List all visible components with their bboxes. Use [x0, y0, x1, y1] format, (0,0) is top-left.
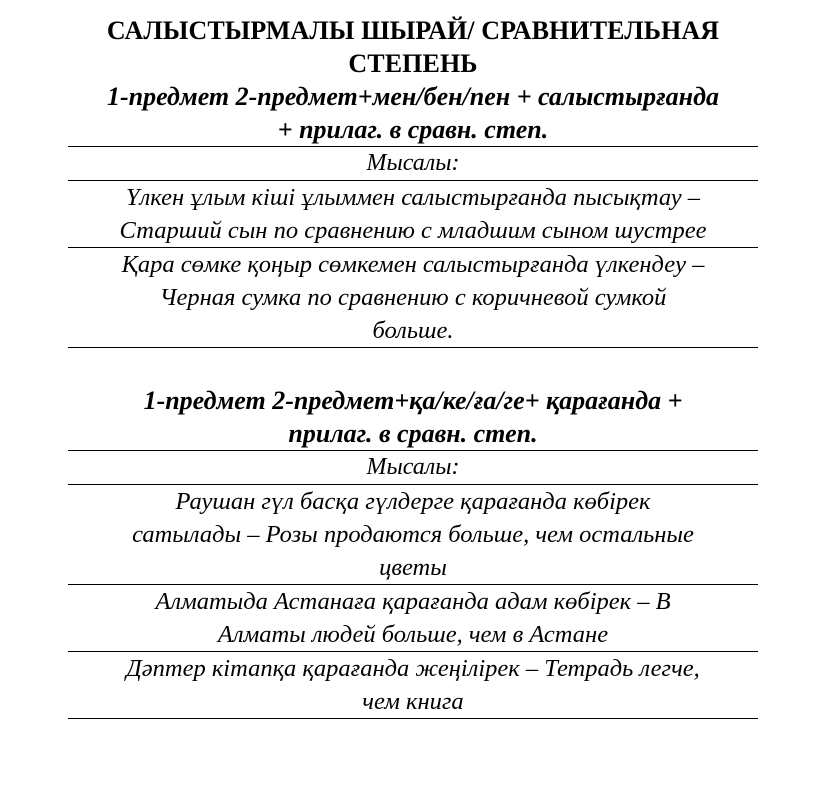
section-karaganda	[68, 384, 758, 719]
example-line: Черная сумка по сравнению с коричневой сумкой	[159, 284, 667, 311]
example-line: Алматы людей больше, чем в Астане	[217, 621, 609, 648]
divider	[68, 718, 758, 719]
formula-line-1: 1-предмет 2-предмет+мен/бен/пен + салыстырғанда	[106, 82, 719, 111]
example-line: чем книга	[362, 688, 464, 715]
example-line: Қара сөмке қоңыр сөмкемен салыстырғанда үлкендеу –	[121, 251, 705, 278]
example-item	[68, 248, 758, 347]
examples-label: Мысалы:	[366, 150, 460, 176]
page-title	[68, 14, 758, 80]
formula-karaganda	[68, 384, 758, 450]
example-line: сатылады – Розы продаются больше, чем остальные	[132, 521, 694, 548]
title-line-2: СТЕПЕНЬ	[348, 49, 478, 78]
divider	[68, 347, 758, 348]
example-item	[68, 585, 758, 651]
formula-line-2: прилаг. в сравн. степ.	[288, 419, 538, 448]
example-line: больше.	[372, 317, 454, 344]
example-line: Раушан гүл басқа гүлдерге қарағанда көбірек	[175, 488, 651, 515]
title-line-1: САЛЫСТЫРМАЛЫ ШЫРАЙ/ СРАВНИТЕЛЬНАЯ	[106, 16, 720, 45]
grammar-sheet	[68, 14, 758, 719]
example-item	[68, 652, 758, 718]
formula-line-1: 1-предмет 2-предмет+қа/ке/ға/ге+ қарағанда +	[143, 386, 683, 415]
example-line: Старший сын по сравнению с младшим сыном шустрее	[119, 217, 707, 244]
formula-mennen	[68, 80, 758, 146]
example-line: Үлкен ұлым кіші ұлыммен салыстырғанда пысықтау –	[125, 184, 701, 211]
example-item	[68, 181, 758, 247]
section-mennen	[68, 80, 758, 348]
example-line: Алматыда Астанаға қарағанда адам көбірек – В	[155, 588, 671, 615]
example-line: цветы	[379, 554, 447, 581]
formula-line-2: + прилаг. в сравн. степ.	[277, 115, 549, 144]
examples-label: Мысалы:	[366, 454, 460, 480]
example-item	[68, 485, 758, 584]
example-line: Дәптер кітапқа қарағанда жеңілірек – Тетрадь легче,	[126, 655, 700, 682]
